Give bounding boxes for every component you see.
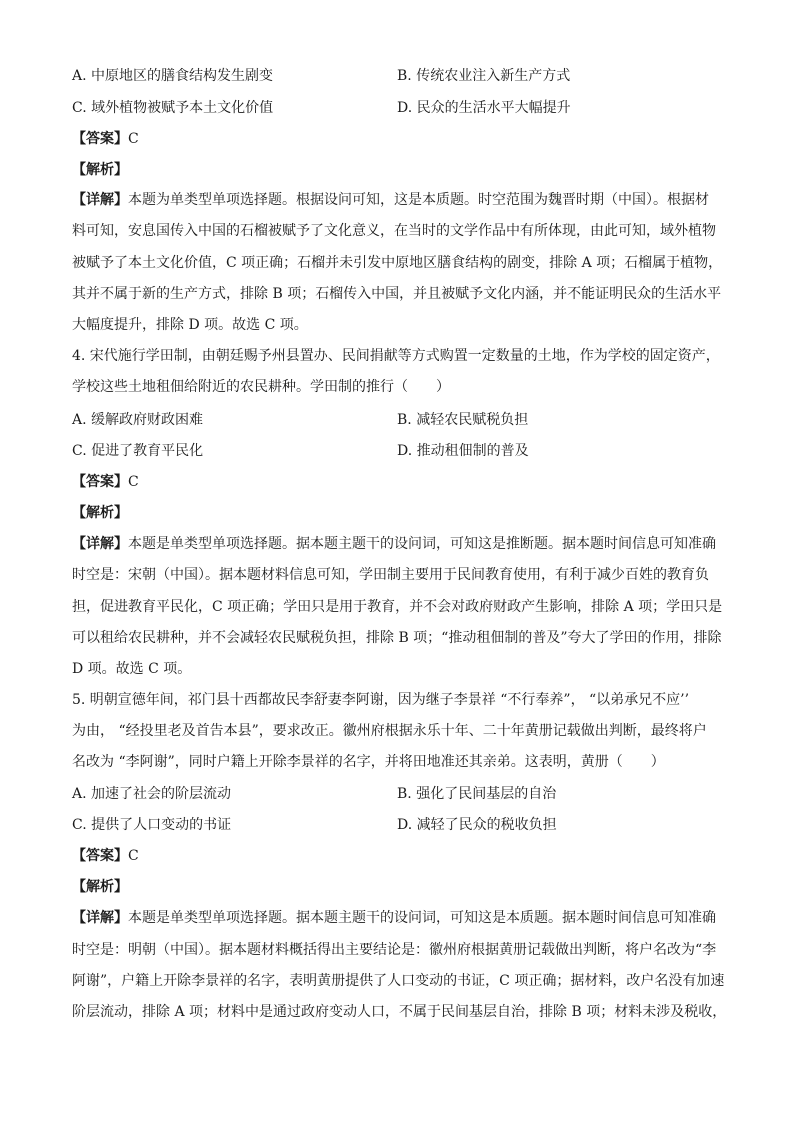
detail-line: 可以租给农民耕种，并不会减轻农民赋税负担，排除 B 项；“推动租佃制的普及”夸大了学田的作用，排除: [72, 630, 722, 646]
detail-line: 时空是：宋朝（中国）。据本题材料信息可知，学田制主要用于民间教育使用，有利于减少百姓的教育负: [72, 567, 709, 583]
answer-label: 【答案】: [72, 474, 128, 490]
option-c: C. 促进了教育平民化: [72, 443, 204, 459]
answer-line: [72, 129, 139, 149]
option-c: C. 域外植物被赋予本土文化价值: [72, 100, 274, 116]
detail-line: 料可知，安息国传入中国的石榴被赋予了文化意义，在当时的文学作品中有所体现，由此可知，域外植物: [72, 223, 716, 239]
question-stem: 名改为 “李阿谢”，同时户籍上开除李景祥的名字，并将田地准还其亲弟。这表明，黄册（ ）: [72, 754, 665, 770]
detail-text: 本题是单类型单项选择题。据本题主题干的设问词，可知这是本质题。据本题时间信息可知准确: [128, 910, 716, 926]
detail-label: 【详解】: [72, 910, 128, 926]
analysis-label: 【解析】: [72, 162, 128, 178]
answer-value: C: [128, 848, 139, 864]
detail-line: [72, 534, 716, 554]
option-a: A. 加速了社会的阶层流动: [72, 786, 232, 802]
question-stem: 5. 明朝宣德年间，祁门县十西都故民李舒妻李阿谢，因为继子李景祥 “不行奉养”， “以弟承兄不应’’: [72, 692, 690, 708]
detail-text: 本题是单类型单项选择题。据本题主题干的设问词，可知这是推断题。据本题时间信息可知准确: [128, 536, 716, 552]
option-a: A. 缓解政府财政困难: [72, 412, 204, 428]
option-b: B. 强化了民间基层的自治: [397, 786, 557, 802]
answer-line: [72, 472, 139, 492]
answer-value: C: [128, 474, 139, 490]
detail-line: [72, 190, 709, 210]
option-d: D. 推动租佃制的普及: [397, 443, 529, 459]
detail-line: 担，促进教育平民化，C 项正确；学田只是用于教育，并不会对政府财政产生影响，排除 A 项；学田只是: [72, 599, 723, 615]
detail-line: 时空是：明朝（中国）。据本题材料概括得出主要结论是：徽州府根据黄册记载做出判断，将户名改为“李: [72, 942, 717, 958]
answer-line: [72, 846, 139, 866]
detail-line: 被赋予了本土文化价值，C 项正确；石榴并未引发中原地区膳食结构的剧变，排除 A 项；石榴属于植物，: [72, 255, 723, 271]
question-stem: 学校这些土地租佃给附近的农民耕种。学田制的推行（ ）: [72, 379, 450, 395]
detail-text: 本题为单类型单项选择题。根据设问可知，这是本质题。时空范围为魏晋时期（中国）。根据材: [128, 192, 709, 208]
option-d: D. 民众的生活水平大幅提升: [397, 100, 571, 116]
option-a: A. 中原地区的膳食结构发生剧变: [72, 68, 274, 84]
option-c: C. 提供了人口变动的书证: [72, 817, 232, 833]
detail-label: 【详解】: [72, 192, 128, 208]
option-d: D. 减轻了民众的税收负担: [397, 817, 557, 833]
detail-line: 大幅度提升，排除 D 项。故选 C 项。: [72, 317, 308, 333]
question-stem: 为由， “经投里老及首告本县”，要求改正。徽州府根据永乐十年、二十年黄册记载做出判断，最终将户: [72, 723, 707, 739]
option-b: B. 传统农业注入新生产方式: [397, 68, 571, 84]
detail-line: 阶层流动，排除 A 项；材料中是通过政府变动人口，不属于民间基层自治，排除 B 项；材料未涉及税收，: [72, 1004, 727, 1020]
answer-value: C: [128, 131, 139, 147]
detail-line: [72, 908, 716, 928]
detail-line: D 项。故选 C 项。: [72, 661, 192, 677]
answer-label: 【答案】: [72, 131, 128, 147]
question-stem: 4. 宋代施行学田制，由朝廷赐予州县置办、民间捐献等方式购置一定数量的土地，作为学校的固定资产，: [72, 348, 720, 364]
analysis-label: 【解析】: [72, 879, 128, 895]
detail-line: 其并不属于新的生产方式，排除 B 项；石榴传入中国，并且被赋予文化内涵，并不能证明民众的生活水平: [72, 286, 722, 302]
detail-label: 【详解】: [72, 536, 128, 552]
analysis-label: 【解析】: [72, 505, 128, 521]
detail-line: 阿谢”，户籍上开除李景祥的名字，表明黄册提供了人口变动的书证，C 项正确；据材料，改户名没有加速: [72, 973, 725, 989]
option-b: B. 减轻农民赋税负担: [397, 412, 529, 428]
answer-label: 【答案】: [72, 848, 128, 864]
